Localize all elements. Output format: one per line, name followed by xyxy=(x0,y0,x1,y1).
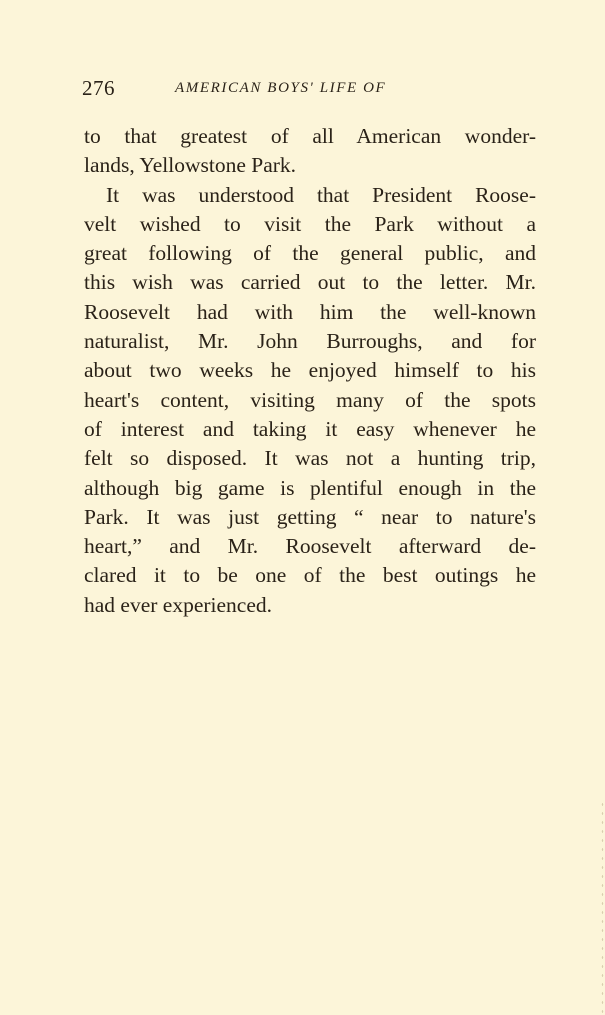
text-line: this wish was carried out to the letter. Mr. xyxy=(84,270,536,295)
text-line: naturalist, Mr. John Burroughs, and for xyxy=(84,329,536,354)
running-header xyxy=(82,76,542,100)
text-line: clared it to be one of the best outings he xyxy=(84,563,536,588)
text-line: It was understood that President Roose- xyxy=(106,182,536,207)
text-line: Roosevelt had with him the well-known xyxy=(84,299,536,324)
page-number: 276 xyxy=(82,76,115,100)
paper-specks xyxy=(600,800,605,1015)
text-line: of interest and taking it easy whenever he xyxy=(84,416,536,441)
running-title: AMERICAN BOYS' LIFE OF xyxy=(175,80,387,96)
body-text xyxy=(84,122,536,620)
text-line: lands, Yellowstone Park. xyxy=(84,153,297,178)
text-line: heart's content, visiting many of the spots xyxy=(84,387,536,412)
text-line: velt wished to visit the Park without a xyxy=(84,211,536,236)
text-line: about two weeks he enjoyed himself to his xyxy=(84,358,536,383)
text-line: had ever experienced. xyxy=(84,592,273,617)
text-line: Park. It was just getting “ near to nature's xyxy=(84,504,536,529)
text-line: felt so disposed. It was not a hunting trip, xyxy=(84,446,536,471)
text-line: great following of the general public, and xyxy=(84,241,536,266)
text-line: heart,” and Mr. Roosevelt afterward de- xyxy=(84,534,536,559)
text-line: to that greatest of all American wonder- xyxy=(84,124,536,148)
text-line: although big game is plentiful enough in the xyxy=(84,475,536,500)
